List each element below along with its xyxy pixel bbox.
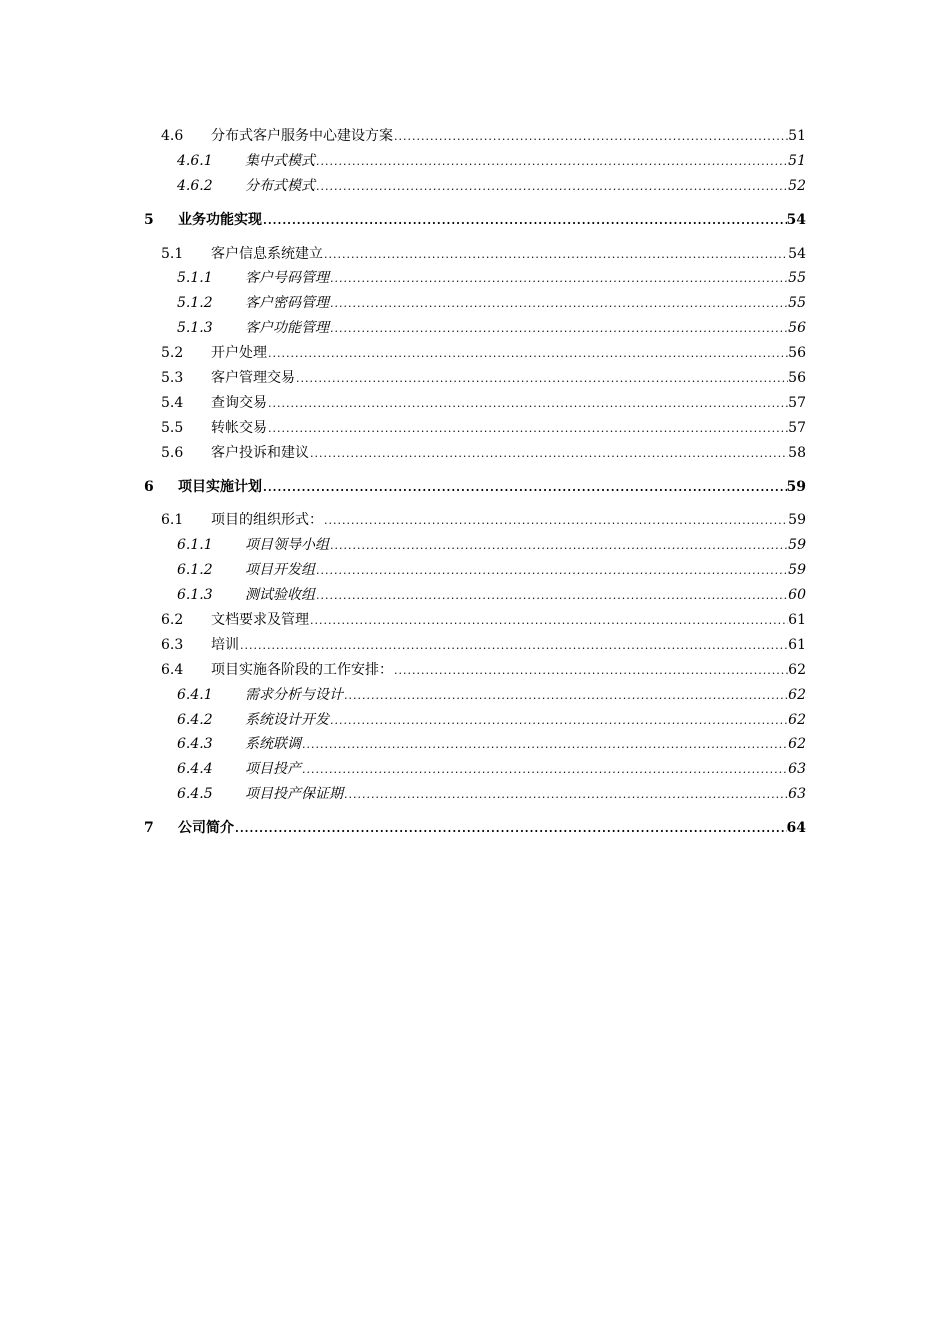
toc-entry-title: 系统联调 [245,736,301,753]
toc-entry-title: 客户号码管理 [245,270,329,287]
toc-entry-number: 4.6 [161,128,184,144]
toc-entry-page-number: 62 [788,686,806,703]
toc-entry-number: 6.2 [161,612,184,629]
toc-entry[interactable] [144,816,806,841]
toc-entry-title: 客户功能管理 [245,320,329,337]
toc-entry-title: 项目领导小组 [245,537,329,554]
toc-dot-leader [343,684,788,709]
toc-dot-leader [262,209,787,234]
toc-entry-page-number: 54 [788,245,806,262]
toc-dot-leader [262,476,787,501]
toc-entry-number: 6.4.5 [177,786,213,803]
toc-entry-title: 客户投诉和建议 [211,444,309,461]
toc-entry-title: 文档要求及管理 [211,612,309,629]
toc-dot-leader [329,709,788,734]
toc-dot-leader [315,559,788,584]
toc-entry-title: 公司简介 [178,820,234,837]
toc-entry[interactable] [144,242,806,267]
toc-entry-page-number: 62 [788,711,806,728]
toc-entry-title: 客户管理交易 [211,370,295,387]
toc-entry-title: 业务功能实现 [178,211,262,228]
toc-entry-page-number: 61 [788,636,806,653]
toc-entry-number: 6.3 [161,636,184,653]
toc-entry-page-number: 51 [788,152,806,169]
toc-entry[interactable] [144,683,806,708]
toc-entry[interactable] [144,782,806,807]
toc-entry-page-number: 60 [788,587,806,604]
toc-entry-title: 项目实施各阶段的工作安排： [211,661,393,678]
toc-entry-page-number: 62 [788,661,806,678]
toc-entry-page-number: 63 [788,761,806,778]
toc-entry[interactable] [144,174,806,199]
toc-entry[interactable] [144,583,806,608]
toc-entry-number: 5.6 [161,444,184,461]
toc-dot-leader [309,442,788,467]
toc-entry-number: 5.5 [161,419,184,436]
toc-dot-leader [323,509,788,534]
toc-entry-number: 6.4.1 [177,686,213,703]
toc-entry-page-number: 57 [788,394,806,411]
toc-entry-page-number: 59 [788,562,806,579]
toc-entry[interactable] [144,558,806,583]
toc-dot-leader [267,417,788,442]
toc-entry-page-number: 59 [786,478,806,495]
toc-entry-title: 集中式模式 [245,152,315,169]
toc-entry-title: 客户信息系统建立 [211,245,323,262]
toc-entry-title: 开户处理 [211,345,267,362]
toc-entry[interactable] [144,658,806,683]
toc-entry-page-number: 61 [788,612,806,629]
toc-entry[interactable] [144,416,806,441]
toc-dot-leader [267,342,788,367]
table-of-contents [144,124,806,850]
toc-entry-number: 5.4 [161,394,184,411]
toc-entry-page-number: 56 [788,370,806,387]
toc-entry[interactable] [144,708,806,733]
toc-entry-title: 分布式客户服务中心建设方案 [211,128,393,144]
toc-entry-page-number: 59 [788,512,806,529]
toc-entry-number: 6.1.1 [177,537,213,554]
toc-entry[interactable] [144,441,806,466]
toc-entry-title: 查询交易 [211,394,267,411]
toc-entry-page-number: 64 [786,820,806,837]
toc-entry[interactable] [144,266,806,291]
toc-dot-leader [315,175,788,200]
toc-entry-number: 6.4.2 [177,711,213,728]
toc-entry-number: 4.6.1 [177,152,213,169]
toc-dot-leader [301,733,788,758]
toc-dot-leader [329,534,788,559]
toc-entry-number: 6.1 [161,512,184,529]
toc-entry-page-number: 63 [788,786,806,803]
toc-entry[interactable] [144,341,806,366]
toc-entry-page-number: 62 [788,736,806,753]
toc-entry-page-number: 56 [788,320,806,337]
toc-entry-title: 项目实施计划 [178,478,262,495]
toc-dot-leader [329,317,788,342]
toc-entry[interactable] [144,366,806,391]
toc-entry-page-number: 54 [786,211,806,228]
toc-entry[interactable] [144,475,806,500]
toc-entry-page-number: 52 [788,177,806,194]
toc-entry-title: 系统设计开发 [245,711,329,728]
toc-dot-leader [315,584,788,609]
toc-entry-number: 6 [144,478,154,495]
toc-entry[interactable] [144,391,806,416]
toc-dot-leader [343,783,788,808]
toc-dot-leader [329,267,788,292]
toc-entry-page-number: 56 [788,345,806,362]
toc-entry-title: 项目开发组 [245,562,315,579]
toc-entry-page-number: 55 [788,295,806,312]
toc-dot-leader [239,634,788,659]
toc-dot-leader [329,292,788,317]
toc-entry[interactable] [144,149,806,174]
toc-entry-number: 6.4.3 [177,736,213,753]
toc-entry-title: 客户密码管理 [245,295,329,312]
toc-entry-title: 测试验收组 [245,587,315,604]
toc-entry-number: 5.1 [161,245,184,262]
toc-entry[interactable] [144,633,806,658]
toc-entry-title: 转帐交易 [211,419,267,436]
toc-entry[interactable] [144,316,806,341]
toc-entry-page-number: 51 [788,128,806,144]
toc-entry-number: 6.4 [161,661,184,678]
toc-entry-page-number: 59 [788,537,806,554]
toc-entry[interactable] [144,208,806,233]
toc-entry-title: 项目投产 [245,761,301,778]
toc-entry-title: 培训 [211,636,239,653]
toc-entry-number: 5.1.3 [177,320,213,337]
toc-dot-leader [295,367,788,392]
toc-entry-title: 项目投产保证期 [245,786,343,803]
toc-dot-leader [323,243,788,268]
toc-entry[interactable] [144,732,806,757]
toc-dot-leader [309,609,788,634]
toc-entry-title: 项目的组织形式： [211,512,323,529]
toc-dot-leader [301,758,788,783]
toc-dot-leader [393,659,788,684]
toc-entry[interactable] [144,124,806,149]
toc-entry-number: 4.6.2 [177,177,213,194]
toc-entry-number: 7 [144,820,154,837]
toc-entry-number: 5.1.1 [177,270,213,287]
toc-entry-number: 6.1.2 [177,562,213,579]
toc-dot-leader [234,817,787,842]
toc-entry-number: 5 [144,211,154,228]
toc-entry-page-number: 57 [788,419,806,436]
toc-entry-number: 6.4.4 [177,761,213,778]
toc-entry-number: 5.3 [161,370,184,387]
toc-entry[interactable] [144,291,806,316]
toc-entry-number: 6.1.3 [177,587,213,604]
toc-entry-page-number: 55 [788,270,806,287]
toc-entry-title: 分布式模式 [245,177,315,194]
toc-dot-leader [315,150,788,175]
toc-entry-number: 5.2 [161,345,184,362]
toc-dot-leader [393,125,788,150]
toc-entry-page-number: 58 [788,444,806,461]
toc-entry-title: 需求分析与设计 [245,686,343,703]
toc-entry[interactable] [144,757,806,782]
toc-entry-number: 5.1.2 [177,295,213,312]
toc-dot-leader [267,392,788,417]
toc-entry[interactable] [144,508,806,533]
toc-entry[interactable] [144,533,806,558]
toc-entry[interactable] [144,608,806,633]
